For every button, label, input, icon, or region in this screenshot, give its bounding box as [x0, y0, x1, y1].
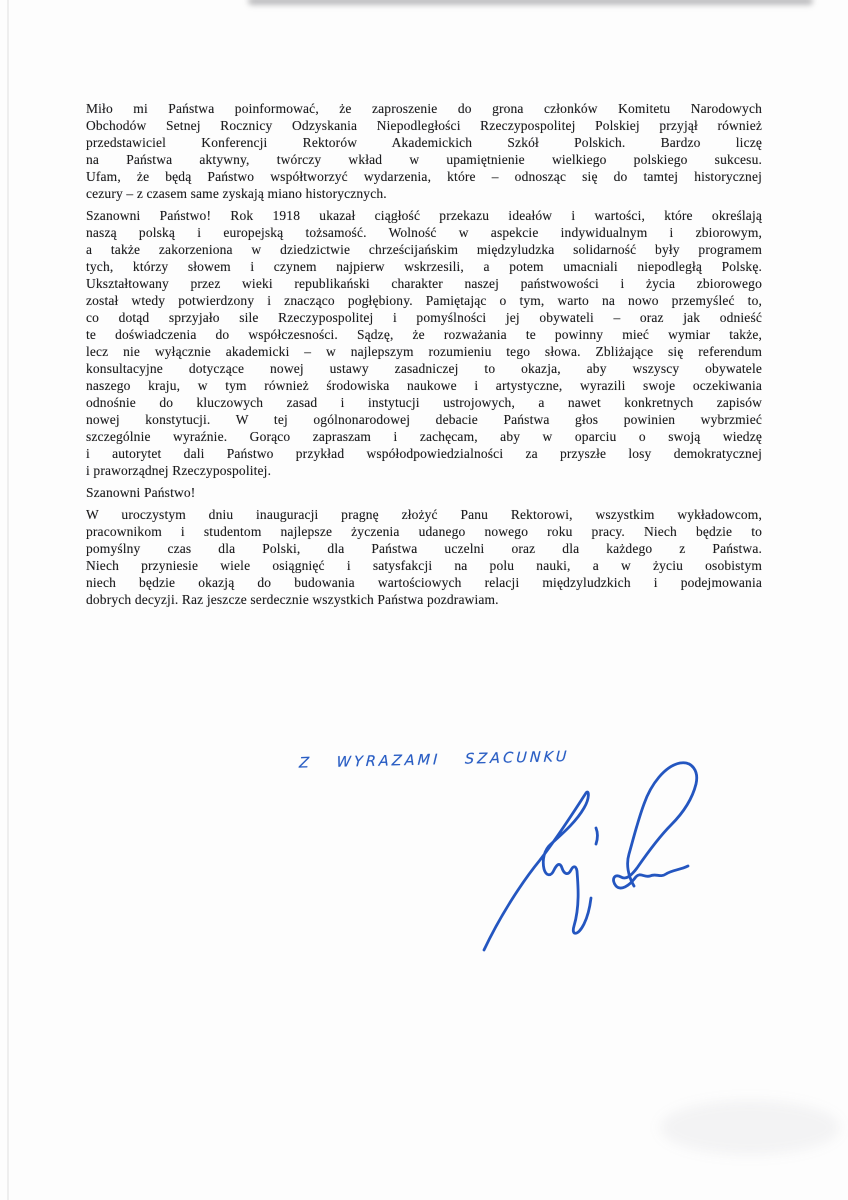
text-line: nowej konstytucji. W tej ogólnonarodowej debacie Państwa głos powinien wybrzmieć	[86, 412, 762, 427]
paragraph	[86, 506, 762, 608]
text-line: i praworządnej Rzeczypospolitej.	[86, 463, 272, 478]
letter-body	[86, 100, 762, 613]
scan-artifact-top-smudge	[248, 0, 813, 5]
text-line: te doświadczenia do współczesności. Sądzę, że rozważania te powinny mieć wymiar także,	[86, 327, 762, 342]
paragraph	[86, 207, 762, 479]
text-line: odnośnie do kluczowych zasad i instytucji ustrojowych, a nawet konkretnych zapisów	[86, 395, 762, 410]
text-line: lecz nie wyłącznie akademicki – w najlepszym rozumieniu tego słowa. Zbliżające się referendum	[86, 344, 762, 359]
text-line: W uroczystym dniu inauguracji pragnę złożyć Panu Rektorowi, wszystkim wykładowcom,	[86, 507, 762, 522]
paragraph	[86, 484, 762, 501]
text-line: Niech przyniesie wiele osiągnięć i satysfakcji na polu nauki, a w życiu osobistym	[86, 558, 762, 573]
scan-artifact-bottom-smudge	[660, 1100, 840, 1155]
letter-paragraphs	[86, 100, 762, 608]
text-line: na Państwa aktywny, twórczy wkład w upamiętnienie wielkiego polskiego sukcesu.	[86, 152, 762, 167]
text-line: Obchodów Setnej Rocznicy Odzyskania Niepodległości Rzeczypospolitej Polskiej przyjął również	[86, 118, 762, 133]
text-line: Miło mi Państwa poinformować, że zaproszenie do grona członków Komitetu Narodowych	[86, 101, 762, 116]
text-line: Szanowni Państwo!	[86, 485, 196, 500]
text-line: został wtedy potwierdzony i znacząco pogłębiony. Pamiętając o tym, warto na nowo przemyśleć to,	[86, 293, 762, 308]
text-line: co dotąd sprzyjało sile Rzeczypospolitej i pomyślności jej obywateli – oraz jak odnieść	[86, 310, 762, 325]
text-line: cezury – z czasem same zyskają miano historycznych.	[86, 186, 387, 201]
text-line: dobrych decyzji. Raz jeszcze serdecznie wszystkich Państwa pozdrawiam.	[86, 592, 499, 607]
scan-artifact-left-edge	[7, 0, 9, 1200]
text-line: przedstawiciel Konferencji Rektorów Akademickich Szkół Polskich. Bardzo liczę	[86, 135, 762, 150]
paragraph	[86, 100, 762, 202]
handwritten-closing-text: Z WYRAZAMI SZACUNKU	[298, 749, 570, 772]
text-line: pomyślny czas dla Polski, dla Państwa uczelni oraz dla każdego z Państwa.	[86, 541, 762, 556]
text-line: a także zakorzeniona w dziedzictwie chrześcijańskim międzyludzka solidarność były programem	[86, 242, 762, 257]
text-line: konsultacyjne dotyczące nowej ustawy zasadniczej to okazja, aby wszyscy obywatele	[86, 361, 762, 376]
text-line: Szanowni Państwo! Rok 1918 ukazał ciągłość przekazu ideałów i wartości, które określają	[86, 208, 762, 223]
text-line: niech będzie okazją do budowania wartościowych relacji międzyludzkich i podejmowania	[86, 575, 762, 590]
text-line: Ufam, że będą Państwo współtworzyć wydarzenia, które – odnosząc się do tamtej historycznej	[86, 169, 762, 184]
text-line: tych, którzy słowem i czynem najpierw wskrzesili, a potem umacniali niepodległą Polskę.	[86, 259, 762, 274]
handwritten-signature	[430, 758, 760, 990]
text-line: naszą polską i europejską tożsamość. Wolność w aspekcie indywidualnym i zbiorowym,	[86, 225, 762, 240]
text-line: szczególnie wyraźnie. Gorąco zapraszam i zachęcam, aby w oparciu o swoją wiedzę	[86, 429, 762, 444]
text-line: naszego kraju, w tym również środowiska naukowe i artystyczne, wyrazili swoje oczekiwania	[86, 378, 762, 393]
text-line: pracownikom i studentom najlepsze życzenia udanego nowego roku pracy. Niech będzie to	[86, 524, 762, 539]
text-line: Ukształtowany przez wieki republikański charakter naszej państwowości i życia zbiorowego	[86, 276, 762, 291]
text-line: i autorytet dali Państwo przykład współodpowiedzialności za przyszłe losy demokratycznej	[86, 446, 762, 461]
